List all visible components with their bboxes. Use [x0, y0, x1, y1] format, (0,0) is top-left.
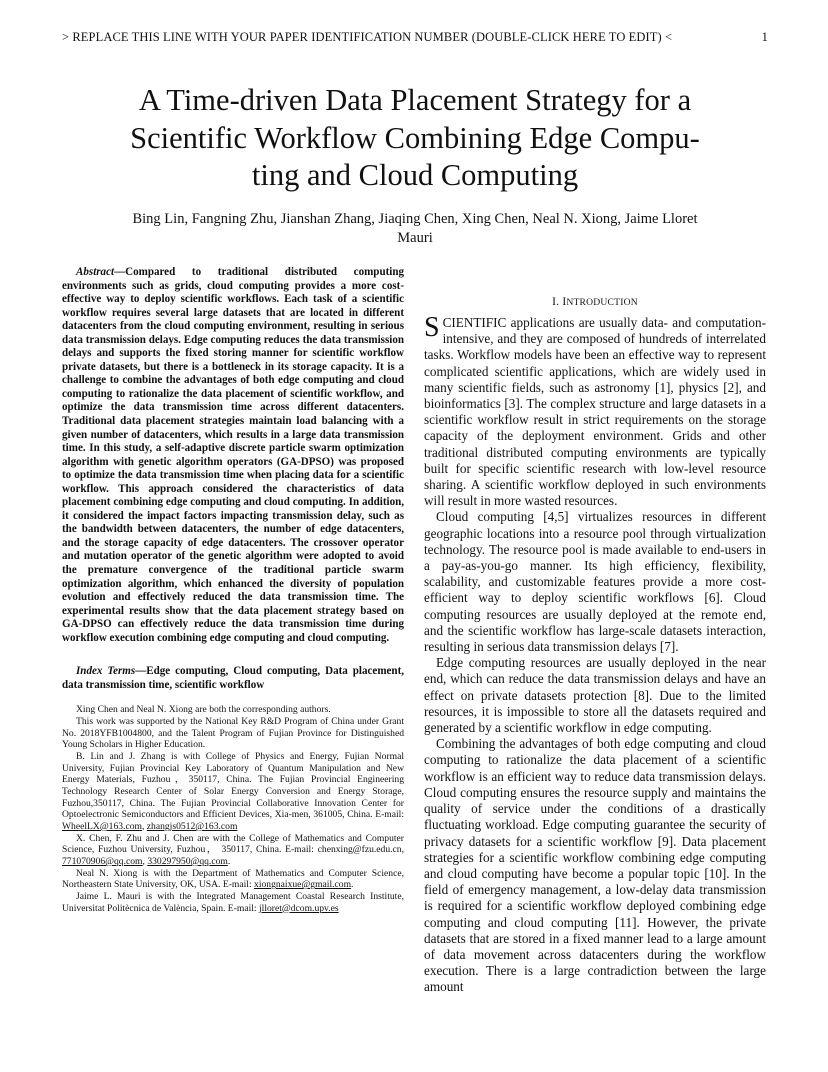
abstract-label: Abstract: [76, 266, 115, 278]
footnotes: [62, 704, 404, 914]
introduction-body: [424, 312, 766, 996]
email-link[interactable]: xiongnaixue@gmail.com: [254, 879, 352, 891]
abstract-text: —Compared to traditional distributed computing environments such as grids, cloud computing provides a more cost-effective way to deploy scientific workflows. Each task of a scientific workflow requires several large datasets that are located in different datacenters from the cloud computing environment, resulting in serious data transmission delays. Edge computing reduces the data transmission delays and supports the fixed storing manner for scientific workflow private datasets, but there is a bottleneck in its storage capacity. It is a challenge to combine the advantages of both edge computing and cloud computing to rationalize the data placement of scientific workflow, and optimize the data transmission time across different datacenters. Traditional data placement strategies maintain load balancing with a given number of datacenters, which results in a large data transmission time. In this study, a self-adaptive discrete particle swarm optimization algorithm with genetic algorithm operators (GA-DPSO) was proposed to optimize the data transmission time when placing data for a scientific workflow. This approach considered the characteristics of data placement combining edge computing and cloud computing. In addition, it considered the impact factors impacting transmission delay, such as the bandwidth between datacenters, the number of edge datacenters, and the storage capacity of edge datacenters. The crossover operator and mutation operator of the genetic algorithm were adopted to avoid the premature convergence of the traditional particle swarm optimization algorithm, which enhanced the diversity of population evolution and effectively reduced the data transmission time. The experimental results show that the data placement strategy based on GA-DPSO can effectively reduce the data transmission time during workflow execution combining edge computing and cloud computing.: [62, 266, 404, 644]
left-column: [62, 266, 404, 914]
separator: ,: [141, 820, 147, 832]
footnote-text: X. Chen, F. Zhu and J. Chen are with the College of Mathematics and Computer Science, Fuzhou University, Fuzhou， 350117, China. E-mail: chenxing@fzu.edu.cn,: [62, 832, 404, 856]
footnote-text: Jaime L. Mauri is with the Integrated Management Coastal Research Institute, Universitat Politècnica de València, Spain. E-mail:: [62, 890, 404, 914]
footnote-text: B. Lin and J. Zhang is with College of Physics and Energy, Fujian Normal University, Fujian Provincial Key Laboratory of Quantum Manipulation and New Energy Materials, Fuzhou，350117, China. The Fujian Provincial Engineering Technology Research Center of Solar Energy Conversion and Energy Storage, Fuzhou,350117, China. The Fujian Provincial Collaborative Innovation Center for Optoelectronic Semiconductors and Efficient Devices, Xia-men, 361005, China. E-mail:: [62, 751, 404, 821]
paper-title: [62, 82, 768, 195]
paragraph: Combining the advantages of both edge computing and cloud computing to rationalize the data placement of a scientific workflow is an efficient way to reduce data transmission delays. Cloud computing ensures the resource supply and maintains the quality of service under the conditions of a drastically fluctuating workload. Edge computing guarantee the security of privacy datasets for a scientific workflow [9]. Data placement strategies for a scientific workflow combining edge computing and cloud computing have become a popular topic [10]. In the field of emergency management, a low-delay data transmission is required for a scientific workflow deployed combining edge computing and cloud computing [11]. However, the private datasets that are stored in a fixed manner lead to a large amount of data movement across datacenters during the workflow execution. There is a large contradiction between the large amount: [424, 736, 766, 995]
footnote-affiliation-mauri: [62, 891, 404, 914]
separator: ,: [142, 855, 148, 867]
paragraph-text: CIENTIFIC applications are usually data- and computation-intensive, and they are composed of hundreds of interrelated tasks. Workflow models have been an effective way to represent complicated scientific applications, which are widely used in many scientific fields, such as astronomy [1], physics [2], and bioinformatics [3]. The complex structure and large datasets in a scientific workflow result in strict requirements on the storage capacity of the deployment environment. Grids and other traditional distributed computing environments are typically built for specific scientific research with low-level resource sharing. A scientific workflow deployed in such environments will result in more wasted resources.: [424, 315, 766, 509]
page-number: 1: [761, 30, 768, 44]
footnote-affiliation-lin-zhang: [62, 751, 404, 833]
footnote-affiliation-chen-zhu: [62, 833, 404, 868]
title-line: Scientific Workflow Combining Edge Compu-: [130, 120, 700, 155]
index-terms: [62, 665, 404, 692]
email-link[interactable]: zhangjs0512@163.com: [146, 820, 238, 832]
title-line: ting and Cloud Computing: [251, 158, 579, 192]
section-number: I.: [552, 296, 563, 308]
index-terms-text: —Edge computing, Cloud computing, Data placement, data transmission time, scientific workflow: [62, 665, 405, 691]
section-title-rest: NTRODUCTION: [566, 297, 638, 308]
index-terms-label: Index Terms: [76, 665, 136, 678]
period: .: [351, 879, 354, 891]
email-link[interactable]: WheelLX@163.com: [62, 820, 142, 832]
email-link[interactable]: jlloret@dcom.upv.es: [258, 902, 339, 914]
author-list: [62, 210, 768, 248]
title-line: A Time-driven Data Placement Strategy for a: [138, 83, 692, 117]
drop-cap: S: [424, 312, 440, 343]
footnote-corresponding: Xing Chen and Neal N. Xiong are both the corresponding authors.: [76, 704, 331, 716]
email-link[interactable]: 771070906@qq.com: [62, 855, 143, 867]
footnote-text: Neal N. Xiong is with the Department of Mathematics and Computer Science, Northeastern State University, OK, USA. E-mail:: [62, 867, 404, 891]
abstract: [62, 266, 404, 645]
authors-line: Bing Lin, Fangning Zhu, Jianshan Zhang, Jiaqing Chen, Xing Chen, Neal N. Xiong, Jaime Lloret: [132, 211, 698, 227]
right-column: [424, 266, 766, 996]
section-heading-introduction: [424, 296, 766, 308]
email-link[interactable]: 330297950@qq.com: [147, 855, 228, 867]
paragraph: [424, 312, 766, 509]
section-title-initial: I: [562, 296, 567, 308]
page-header: [62, 30, 768, 48]
period: .: [227, 855, 231, 867]
authors-line: Mauri: [397, 230, 433, 246]
paragraph: Edge computing resources are usually deployed in the near end, which can reduce the data transmission delays and have an effect on private datasets protection [8]. Due to the limited resources, it is impossible to store all the datasets required and generated by a scientific workflow in edge computing.: [424, 655, 766, 736]
footnote-affiliation-xiong: [62, 868, 404, 891]
footnote-funding: This work was supported by the National Key R&D Program of China under Grant No. 2018YFB1004800, and the Talent Program of Fujian Province for Distinguished Young Scholars in Higher Education.: [62, 716, 404, 751]
paragraph: Cloud computing [4,5] virtualizes resources in different geographic locations into a resource pool through virtualization technology. The resource pool is made available to end-users in a pay-as-you-go manner. Its high efficiency, flexibility, scalability, and customizable features provide a more cost-efficient way to deploy scientific workflows [6]. Cloud computing resources are usually deployed at the remote end, and the scientific workflow has large-scale datasets interaction, resulting in serious data transmission delays [7].: [424, 509, 766, 655]
header-text: > REPLACE THIS LINE WITH YOUR PAPER IDENTIFICATION NUMBER (DOUBLE-CLICK HERE TO EDIT) <: [62, 30, 673, 44]
